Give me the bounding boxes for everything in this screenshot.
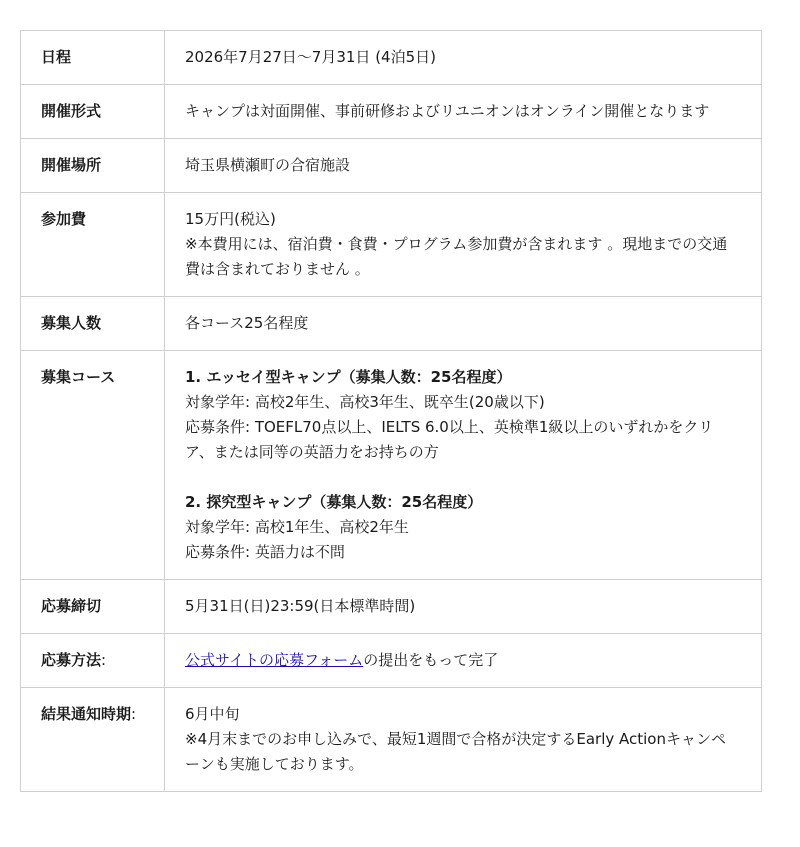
notification-cell	[165, 688, 762, 792]
courses-cell	[165, 351, 762, 580]
method-label-cell	[21, 634, 165, 688]
method-label: 応募方法	[41, 651, 102, 669]
capacity-value: 各コース25名程度	[165, 297, 762, 351]
notification-label-cell	[21, 688, 165, 792]
notification-note: ※4月末までのお申し込みで、最短1週間で合格が決定するEarly Actionキャンペーンも実施しております。	[185, 730, 726, 773]
format-label: 開催形式	[21, 85, 165, 139]
row-courses	[21, 351, 762, 580]
row-capacity	[21, 297, 762, 351]
deadline-value: 5月31日(日)23:59(日本標準時間)	[165, 580, 762, 634]
courses-label: 募集コース	[21, 351, 165, 580]
venue-label: 開催場所	[21, 139, 165, 193]
capacity-label: 募集人数	[21, 297, 165, 351]
info-table-container	[20, 30, 762, 792]
course-inquiry-title: 2. 探究型キャンプ（募集人数：25名程度）	[185, 493, 483, 511]
row-deadline	[21, 580, 762, 634]
course-inquiry-requirement: 応募条件: 英語力は不問	[185, 543, 345, 561]
application-form-link[interactable]: 公式サイトの応募フォーム	[185, 651, 364, 669]
course-inquiry-target: 対象学年: 高校1年生、高校2年生	[185, 518, 409, 536]
course-essay	[185, 365, 735, 465]
row-venue	[21, 139, 762, 193]
course-essay-requirement: 応募条件: TOEFL70点以上、IELTS 6.0以上、英検準1級以上のいずれかをクリア、または同等の英語力をお持ちの方	[185, 418, 714, 461]
fee-label: 参加費	[21, 193, 165, 297]
notification-label-suffix: :	[131, 705, 137, 723]
fee-value: 15万円(税込)	[185, 210, 276, 228]
venue-value: 埼玉県横瀬町の合宿施設	[165, 139, 762, 193]
method-value-rest: の提出をもって完了	[363, 651, 499, 669]
course-essay-title: 1. エッセイ型キャンプ（募集人数：25名程度）	[185, 368, 512, 386]
deadline-label: 応募締切	[21, 580, 165, 634]
row-method	[21, 634, 762, 688]
schedule-label: 日程	[21, 31, 165, 85]
method-label-suffix: :	[101, 651, 107, 669]
fee-cell	[165, 193, 762, 297]
row-fee	[21, 193, 762, 297]
method-cell	[165, 634, 762, 688]
course-inquiry	[185, 490, 735, 565]
row-notification	[21, 688, 762, 792]
row-format	[21, 85, 762, 139]
notification-value: 6月中旬	[185, 705, 240, 723]
fee-note: ※本費用には、宿泊費・食費・プログラム参加費が含まれます 。現地までの交通費は含まれておりません 。	[185, 235, 728, 278]
program-info-table	[20, 30, 762, 792]
course-essay-target: 対象学年: 高校2年生、高校3年生、既卒生(20歳以下)	[185, 393, 545, 411]
notification-label: 結果通知時期	[41, 705, 132, 723]
schedule-value: 2026年7月27日〜7月31日 (4泊5日)	[165, 31, 762, 85]
format-value: キャンプは対面開催、事前研修およびリユニオンはオンライン開催となります	[165, 85, 762, 139]
row-schedule	[21, 31, 762, 85]
